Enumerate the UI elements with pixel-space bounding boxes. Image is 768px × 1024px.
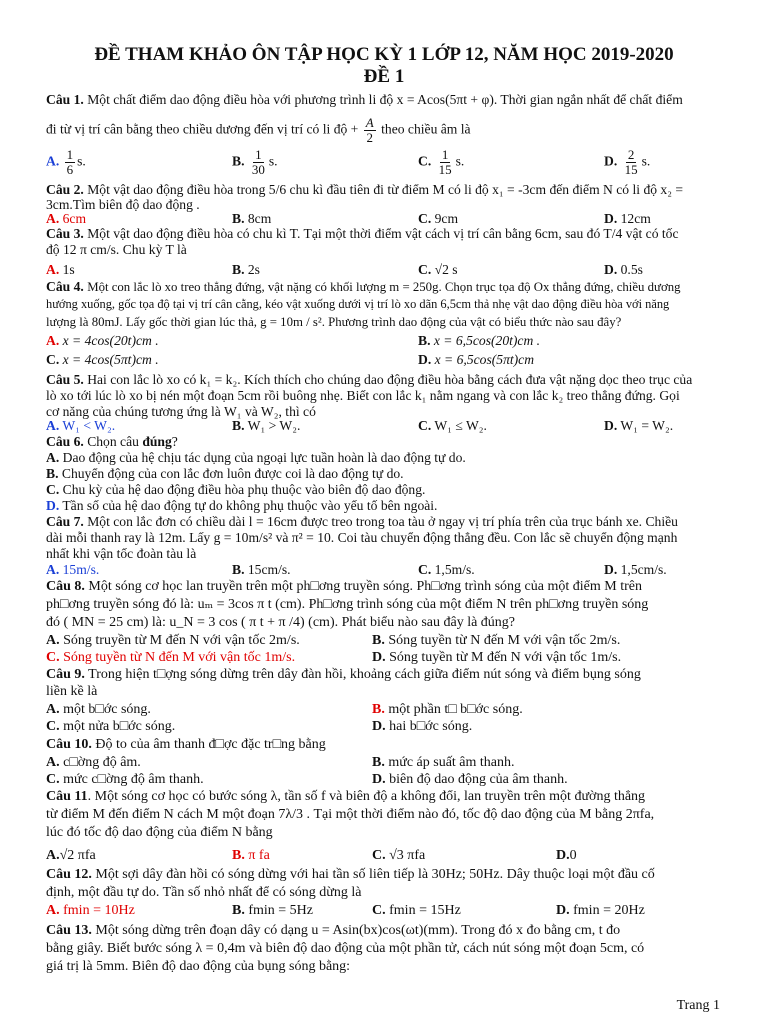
option-key: A.: [46, 633, 60, 648]
option-text: Tần số của hệ dao động tự do không phụ thuộc vào yếu tố bên ngoài.: [62, 498, 438, 513]
q12-option-b[interactable]: [232, 903, 313, 919]
option-text: x = 6,5cos(5πt)cm: [434, 352, 535, 367]
option-key: B.: [232, 562, 245, 577]
question-7-line-1: [46, 514, 722, 530]
q5-option-c[interactable]: [418, 418, 487, 434]
question-9-label: Câu 9.: [46, 667, 85, 682]
option-text: fmin = 20Hz: [573, 903, 645, 918]
q2-option-c[interactable]: [418, 211, 458, 227]
fraction-denominator: 15: [624, 162, 638, 177]
q2-option-a[interactable]: [46, 211, 86, 227]
q4-option-d[interactable]: [418, 352, 534, 368]
option-text: Chuyển động của con lắc đơn luôn được coi là dao động tự do.: [61, 466, 404, 481]
q9-option-b[interactable]: [372, 702, 523, 718]
option-key: A.: [46, 562, 60, 577]
q5-option-d[interactable]: [604, 418, 673, 434]
q1-option-d[interactable]: [604, 148, 650, 177]
q4-option-a[interactable]: [46, 333, 159, 349]
option-key: D.: [372, 719, 386, 734]
option-key: C.: [418, 262, 432, 277]
option-key: B.: [232, 418, 245, 433]
option-text: biên độ dao động của âm thanh.: [389, 772, 568, 787]
question-8-line-3: đó ( MN = 25 cm) là: u_N = 3 cos ( π t + π /4) (cm). Phát biểu nào sau đây là đúng?: [46, 615, 516, 630]
option-key: B.: [46, 466, 59, 481]
question-13-line-1: [46, 923, 722, 939]
option-unit: s.: [641, 153, 651, 169]
q9-option-d[interactable]: [372, 719, 472, 735]
question-7-label: Câu 7.: [46, 514, 84, 529]
option-text: 0.5s: [620, 262, 643, 277]
question-5-line-3: cơ năng của chúng tương ứng là W₁ và W₂, thì có: [46, 404, 316, 419]
question-5-line-1: [46, 372, 722, 388]
question-9-text: Trong hiện t□ợng sóng dừng trên dây đàn hồi, khoảng cách giữa điểm nút sóng và điểm bụng sóng: [88, 667, 641, 682]
page-number: Trang 1: [676, 998, 720, 1013]
q3-option-c[interactable]: [418, 262, 458, 278]
option-key: C.: [46, 772, 60, 787]
question-13-line-3: giá trị là 5mm. Biên độ dao động của bụng sóng bằng:: [46, 959, 351, 974]
question-8-line-1: [46, 579, 722, 595]
option-key: B.: [372, 702, 385, 717]
question-9-line-1: [46, 667, 722, 683]
option-text: một nửa b□ớc sóng.: [63, 719, 176, 734]
question-5-text: Hai con lắc lò xo có k₁ = k₂. Kích thích cho chúng dao động điều hòa bằng cách đưa vật nặng dọc theo trục của: [87, 372, 693, 387]
question-3-line-1: [46, 226, 722, 242]
q10-option-d[interactable]: [372, 772, 568, 788]
option-text: W₁ = W₂.: [620, 418, 674, 433]
q1-option-a[interactable]: [46, 148, 86, 177]
option-text: W₁ < W₂.: [62, 418, 116, 433]
option-text: mức áp suất âm thanh.: [388, 755, 515, 770]
q3-option-a[interactable]: [46, 262, 75, 278]
question-2-line-1: [46, 182, 722, 198]
q11-option-b[interactable]: [232, 848, 270, 864]
option-key: D.: [604, 418, 618, 433]
q10-option-c[interactable]: [46, 772, 204, 788]
option-key: C.: [418, 153, 432, 169]
option-key: B.: [232, 848, 245, 863]
option-text: 12cm: [620, 211, 651, 226]
question-1-text-2a: đi từ vị trí cân bằng theo chiều dương đến vị trí có li độ +: [46, 121, 359, 137]
question-6-label: Câu 6.: [46, 434, 84, 449]
question-1-text-2b: theo chiều âm là: [381, 121, 471, 137]
q6-option-d[interactable]: [46, 498, 722, 514]
question-8-line-2: ph□ơng truyền sóng đó là: uₘ = 3cos π t (cm). Ph□ơng trình sóng của một điểm N trên ph□ơng truyền sóng: [46, 597, 649, 612]
q9-option-c[interactable]: [46, 719, 175, 735]
q1-option-b[interactable]: [232, 148, 278, 177]
q8-option-b[interactable]: [372, 633, 620, 649]
option-text: 1,5m/s.: [434, 562, 475, 577]
q5-option-b[interactable]: [232, 418, 300, 434]
question-7-line-2: dài mỗi thanh ray là 12m. Lấy g = 10m/s² và π² = 10. Coi tàu chuyển động thẳng đều. Con lắc sẽ chuyển động mạnh: [46, 530, 678, 545]
question-1-line-2: [46, 116, 722, 145]
option-key: B.: [418, 333, 431, 348]
option-text: x = 4cos(20t)cm .: [62, 333, 159, 348]
fraction-denominator: 2: [366, 130, 373, 145]
question-3-text: Một vật dao động điều hòa có chu kì T. Tại một thời điểm vật cách vị trí cân bằng 6cm, sau đó T/4 vật có tốc: [87, 226, 679, 241]
option-text: 8cm: [247, 211, 272, 226]
question-11-line-1: [46, 789, 722, 805]
fraction-numerator: 1: [255, 147, 262, 162]
option-unit: s.: [268, 153, 278, 169]
question-7-text: Một con lắc đơn có chiều dài l = 16cm được treo trong toa tàu ở ngay vị trí phía trên của trục bánh xe. Chiều: [87, 514, 678, 529]
question-2-label: Câu 2.: [46, 182, 84, 197]
q7-option-b[interactable]: [232, 562, 291, 578]
q7-option-a[interactable]: [46, 562, 99, 578]
option-key: A.: [46, 903, 60, 918]
option-key: D.: [604, 262, 618, 277]
option-text: √2 πfa: [59, 848, 96, 863]
q5-option-a[interactable]: [46, 418, 115, 434]
q10-option-b[interactable]: [372, 755, 515, 771]
question-12-label: Câu 12.: [46, 867, 92, 882]
question-11-line-3: lúc đó tốc độ dao động của điểm N bằng: [46, 825, 273, 840]
option-key: A.: [46, 702, 60, 717]
q10-option-a[interactable]: [46, 755, 141, 771]
q2-option-b[interactable]: [232, 211, 271, 227]
option-key: C.: [372, 903, 386, 918]
option-key: A.: [46, 848, 60, 863]
option-key: B.: [232, 903, 245, 918]
option-text: fmin = 5Hz: [248, 903, 314, 918]
option-key: B.: [372, 633, 385, 648]
question-4-line-3: lượng là 80mJ. Lấy gốc thời gian lúc thả, g = 10m / s². Phương trình dao động của vật có biểu thức nào sau đây?: [46, 315, 622, 329]
option-text: Sóng truyền từ M đến N với vận tốc 2m/s.: [63, 633, 300, 648]
option-text: 9cm: [434, 211, 459, 226]
option-text: Sóng tuyền từ N đến M với vận tốc 2m/s.: [388, 633, 621, 648]
question-4-line-2: hướng xuống, gốc tọa độ tại vị trí cân cằng, kéo vật xuống dưới vị trí lò xo dãn 6,5cm thả nhẹ vật dao động điều hòa với năng: [46, 297, 670, 311]
option-text: 6cm: [62, 211, 87, 226]
option-key: A.: [46, 333, 60, 348]
question-9-line-2: liền kề là: [46, 684, 98, 699]
option-key: D.: [46, 498, 60, 513]
fraction-numerator: 1: [66, 147, 74, 162]
option-text: fmin = 15Hz: [389, 903, 461, 918]
question-13-line-2: bằng giây. Biết bước sóng λ = 0,4m và biên độ dao động của một phần tử, cách nút sóng một đoạn 5cm, có: [46, 941, 645, 956]
option-text: 1s: [62, 262, 75, 277]
option-text: π fa: [248, 848, 270, 863]
option-key: A.: [46, 450, 60, 465]
q11-option-d[interactable]: [556, 848, 577, 864]
option-key: C.: [418, 418, 432, 433]
question-10-text: Độ to của âm thanh đ□ợc đặc tr□ng bằng: [95, 737, 326, 752]
option-key: C.: [46, 352, 60, 367]
q12-option-a[interactable]: [46, 903, 135, 919]
question-6-emphasis: đúng: [142, 434, 172, 449]
option-key: A.: [46, 755, 60, 770]
option-key: D.: [556, 903, 570, 918]
option-key: B.: [232, 153, 245, 169]
question-6-text: Chọn câu: [87, 434, 143, 449]
q12-option-c[interactable]: [372, 903, 461, 919]
option-text: Sóng tuyền từ M đến N với vận tốc 1m/s.: [389, 650, 622, 665]
option-text: mức c□ờng độ âm thanh.: [63, 772, 204, 787]
exam-title: ĐỀ THAM KHẢO ÔN TẬP HỌC KỲ 1 LỚP 12, NĂM HỌC 2019-2020: [94, 44, 674, 65]
option-key: B.: [232, 211, 245, 226]
option-text: Sóng tuyền từ N đến M với vận tốc 1m/s.: [63, 650, 296, 665]
question-1-line-1: [46, 92, 722, 108]
question-11-text: . Một sóng cơ học có bước sóng λ, tần số f và biên độ a không đổi, lan truyền trên một đường thẳng: [87, 789, 646, 804]
question-11-label: Câu 11: [46, 789, 88, 804]
option-text: c□ờng độ âm.: [63, 755, 141, 770]
option-key: C.: [46, 650, 60, 665]
option-key: D.: [604, 211, 618, 226]
option-text: fmin = 10Hz: [63, 903, 135, 918]
question-3-label: Câu 3.: [46, 226, 84, 241]
q8-option-c[interactable]: [46, 650, 295, 666]
q4-option-c[interactable]: [46, 352, 159, 368]
question-6-mark: ?: [171, 434, 178, 449]
q6-option-c[interactable]: [46, 482, 722, 498]
option-text: W₁ ≤ W₂.: [434, 418, 487, 433]
option-key: A.: [46, 211, 60, 226]
option-key: C.: [46, 482, 60, 497]
question-5-line-2: lò xo tới lúc lò xo bị nén một đoạn 5cm rồi buông nhẹ. Biết con lắc k₁ nằm ngang và con lắc k₂ treo thẳng đứng. Gọi: [46, 388, 680, 403]
option-text: một b□ớc sóng.: [63, 702, 151, 717]
question-8-text: Một sóng cơ học lan truyền trên một ph□ơng truyền sóng. Ph□ơng trình sóng của một điểm M trên: [88, 579, 642, 594]
option-text: x = 4cos(5πt)cm .: [62, 352, 159, 367]
option-text: 15cm/s.: [247, 562, 291, 577]
option-key: B.: [232, 262, 245, 277]
fraction-denominator: 15: [438, 162, 452, 177]
q1-option-c[interactable]: [418, 148, 464, 177]
question-2-line-2: 3cm.Tìm biên độ dao động .: [46, 197, 200, 212]
fraction-denominator: 6: [66, 162, 74, 177]
question-6-line-1: [46, 434, 722, 450]
q6-option-a[interactable]: [46, 450, 722, 466]
option-text: √3 πfa: [389, 848, 426, 863]
question-4-line-1: [46, 279, 722, 295]
question-1-label: Câu 1.: [46, 92, 84, 107]
q2-option-d[interactable]: [604, 211, 651, 227]
exam-subtitle: ĐỀ 1: [363, 66, 405, 87]
option-key: D.: [418, 352, 432, 367]
option-unit: s.: [455, 153, 465, 169]
question-10-line-1: [46, 737, 722, 753]
option-text: 2s: [247, 262, 260, 277]
option-key: D.: [372, 650, 386, 665]
option-key: C.: [46, 719, 60, 734]
question-10-label: Câu 10.: [46, 737, 92, 752]
question-11-line-2: từ điểm M đến điểm N cách M một đoạn 7λ/3 . Tại một thời điểm nào đó, tốc độ dao động của M bằng 2πfa,: [46, 807, 655, 822]
question-8-label: Câu 8.: [46, 579, 85, 594]
question-12-text: Một sợi dây đàn hồi có sóng dừng với hai tần số liên tiếp là 30Hz; 50Hz. Dây thuộc loại một đầu cố: [95, 867, 655, 882]
option-key: B.: [372, 755, 385, 770]
q11-option-a[interactable]: [46, 848, 96, 864]
fraction-numerator: 1: [441, 147, 449, 162]
q3-option-b[interactable]: [232, 262, 260, 278]
option-text: 15m/s.: [62, 562, 100, 577]
question-2-text: Một vật dao động điều hòa trong 5/6 chu kì đầu tiên đi từ điểm M có li độ x₁ = -3cm đến điểm N có li độ x₂ =: [87, 182, 684, 197]
option-key: A.: [46, 262, 60, 277]
option-unit: s.: [77, 153, 86, 169]
question-13-label: Câu 13.: [46, 923, 92, 938]
option-text: 0: [569, 848, 577, 863]
option-key: D.: [372, 772, 386, 787]
option-key: D.: [604, 153, 618, 169]
q4-option-b[interactable]: [418, 333, 540, 349]
option-key: C.: [418, 211, 432, 226]
q11-option-c[interactable]: [372, 848, 425, 864]
question-5-label: Câu 5.: [46, 372, 84, 387]
q12-option-d[interactable]: [556, 903, 645, 919]
option-key: C.: [372, 848, 386, 863]
option-text: W₁ > W₂.: [247, 418, 301, 433]
question-4-text: Một con lắc lò xo treo thẳng đứng, vật nặng có khối lượng m = 250g. Chọn trục tọa độ Ox thẳng đứng, chiều dương: [87, 280, 681, 294]
question-1-fraction: [364, 116, 376, 145]
question-13-text: Một sóng dừng trên đoạn dây có dạng u = Asin(bx)cos(ωt)(mm). Trong đó x đo bằng cm, t đo: [95, 923, 621, 938]
option-text: hai b□ớc sóng.: [389, 719, 473, 734]
option-key: A.: [46, 418, 60, 433]
fraction-denominator: 30: [251, 162, 265, 177]
option-key: A.: [46, 153, 60, 169]
option-text: Dao động của hệ chịu tác dụng của ngoại lực tuần hoàn là dao động tự do.: [62, 450, 466, 465]
question-12-line-2: định, một đầu tự do. Tần số nhỏ nhất để có sóng dừng là: [46, 885, 362, 900]
q6-option-b[interactable]: [46, 466, 722, 482]
q7-option-d[interactable]: [604, 562, 667, 578]
q9-option-a[interactable]: [46, 702, 151, 718]
question-7-line-3: nhất khi vận tốc đoàn tàu là: [46, 546, 197, 561]
question-4-label: Câu 4.: [46, 279, 84, 294]
option-key: D.: [556, 848, 570, 863]
q7-option-c[interactable]: [418, 562, 475, 578]
question-12-line-1: [46, 867, 722, 883]
option-text: x = 6,5cos(20t)cm .: [433, 333, 541, 348]
fraction-numerator: 2: [627, 147, 635, 162]
option-text: một phần t□ b□ớc sóng.: [388, 702, 523, 717]
q3-option-d[interactable]: [604, 262, 643, 278]
question-3-line-2: độ 12 π cm/s. Chu kỳ T là: [46, 242, 187, 257]
question-1-text: Một chất điểm dao động điều hòa với phương trình li độ x = Acos(5πt + φ). Thời gian ngắn nhất để chất điểm: [87, 92, 683, 107]
option-key: C.: [418, 562, 432, 577]
option-key: D.: [604, 562, 618, 577]
q8-option-d[interactable]: [372, 650, 621, 666]
option-text: 1,5cm/s.: [620, 562, 667, 577]
fraction-numerator: A: [365, 115, 374, 130]
q8-option-a[interactable]: [46, 633, 300, 649]
option-text: √2 s: [434, 262, 458, 277]
option-text: Chu kỳ của hệ dao động điều hòa phụ thuộc vào biên độ dao động.: [62, 482, 426, 497]
